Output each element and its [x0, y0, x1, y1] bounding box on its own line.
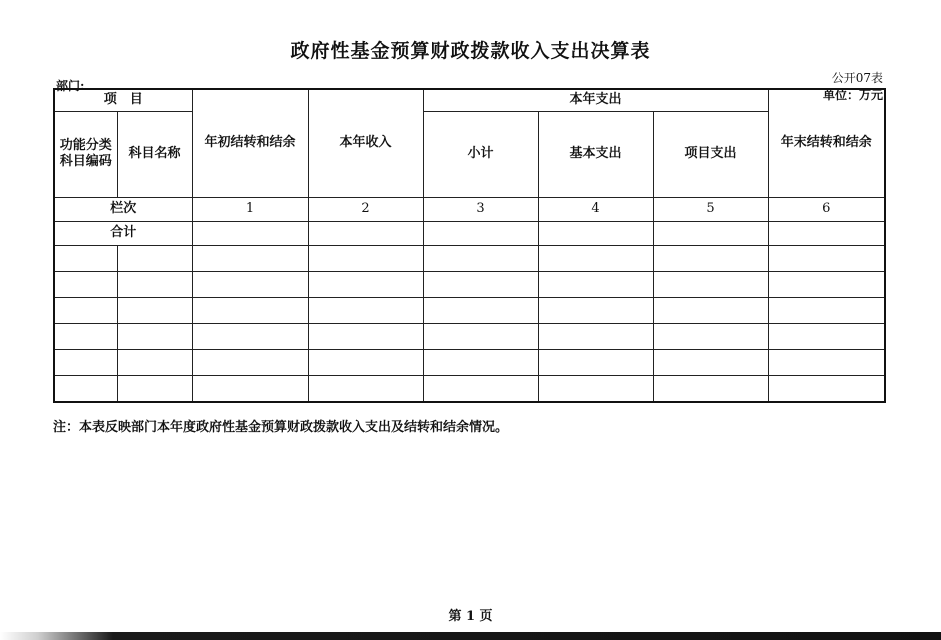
table-cell — [538, 245, 653, 271]
table-cell — [538, 297, 653, 323]
table-cell — [653, 245, 768, 271]
column-number-5: 5 — [653, 197, 768, 221]
project-expense-header: 项目支出 — [653, 111, 768, 197]
table-cell — [308, 297, 423, 323]
table-cell — [308, 323, 423, 349]
table-cell — [768, 375, 885, 402]
table-cell — [768, 323, 885, 349]
table-cell — [768, 297, 885, 323]
page-title: 政府性基金预算财政拨款收入支出决算表 — [290, 40, 651, 62]
table-cell — [117, 245, 192, 271]
table-cell — [192, 375, 308, 402]
closing-balance-header: 年末结转和结余 — [768, 89, 885, 197]
table-cell — [423, 323, 538, 349]
table-cell — [308, 349, 423, 375]
department-label: 部门: — [56, 79, 85, 93]
total-cell — [653, 221, 768, 245]
unit-label: 单位：万元 — [822, 88, 883, 102]
table-row — [54, 271, 885, 297]
table-cell — [653, 375, 768, 402]
table-cell — [423, 271, 538, 297]
total-cell — [308, 221, 423, 245]
table-cell — [192, 349, 308, 375]
page-number: 第 1 页 — [448, 609, 493, 624]
current-expense-header: 本年支出 — [423, 89, 768, 111]
total-cell — [192, 221, 308, 245]
budget-table — [53, 88, 886, 403]
table-cell — [117, 349, 192, 375]
table-cell — [768, 349, 885, 375]
table-cell — [192, 271, 308, 297]
subject-name-header: 科目名称 — [117, 111, 192, 197]
scan-edge-shadow — [0, 632, 941, 640]
table-cell — [768, 271, 885, 297]
table-cell — [117, 375, 192, 402]
table-cell — [423, 375, 538, 402]
table-cell — [423, 245, 538, 271]
table-cell — [653, 271, 768, 297]
column-number-4: 4 — [538, 197, 653, 221]
table-cell — [54, 349, 117, 375]
table-row — [54, 323, 885, 349]
table-cell — [192, 245, 308, 271]
table-cell — [54, 297, 117, 323]
column-number-2: 2 — [308, 197, 423, 221]
total-cell — [768, 221, 885, 245]
table-row — [54, 349, 885, 375]
table-cell — [54, 375, 117, 402]
table-cell — [423, 349, 538, 375]
table-cell — [308, 271, 423, 297]
table-cell — [54, 245, 117, 271]
form-number: 公开07表 — [831, 71, 883, 85]
table-cell — [308, 375, 423, 402]
basic-expense-header: 基本支出 — [538, 111, 653, 197]
total-cell — [423, 221, 538, 245]
table-cell — [117, 323, 192, 349]
total-cell — [538, 221, 653, 245]
table-cell — [538, 375, 653, 402]
func-code-header-text: 功能分类科目编码 — [59, 137, 112, 169]
opening-balance-header: 年初结转和结余 — [192, 89, 308, 197]
footnote: 注：本表反映部门本年度政府性基金预算财政拨款收入支出及结转和结余情况。 — [53, 420, 509, 435]
column-number-1: 1 — [192, 197, 308, 221]
total-label: 合计 — [54, 221, 192, 245]
table-cell — [768, 245, 885, 271]
table-cell — [117, 297, 192, 323]
table-cell — [54, 323, 117, 349]
table-cell — [538, 271, 653, 297]
table-cell — [653, 349, 768, 375]
current-income-header: 本年收入 — [308, 89, 423, 197]
table-row — [54, 245, 885, 271]
table-cell — [653, 323, 768, 349]
table-cell — [192, 297, 308, 323]
table-cell — [54, 271, 117, 297]
column-number-row — [54, 197, 885, 221]
table-cell — [538, 349, 653, 375]
table-row — [54, 375, 885, 402]
table-cell — [117, 271, 192, 297]
subtotal-header: 小计 — [423, 111, 538, 197]
column-number-6: 6 — [768, 197, 885, 221]
table-row — [54, 297, 885, 323]
total-row — [54, 221, 885, 245]
table-cell — [192, 323, 308, 349]
table-cell — [423, 297, 538, 323]
func-code-header — [54, 111, 117, 197]
column-number-label: 栏次 — [54, 197, 192, 221]
table-cell — [308, 245, 423, 271]
item-header: 项 目 — [54, 89, 192, 111]
table-cell — [538, 323, 653, 349]
column-number-3: 3 — [423, 197, 538, 221]
table-cell — [653, 297, 768, 323]
